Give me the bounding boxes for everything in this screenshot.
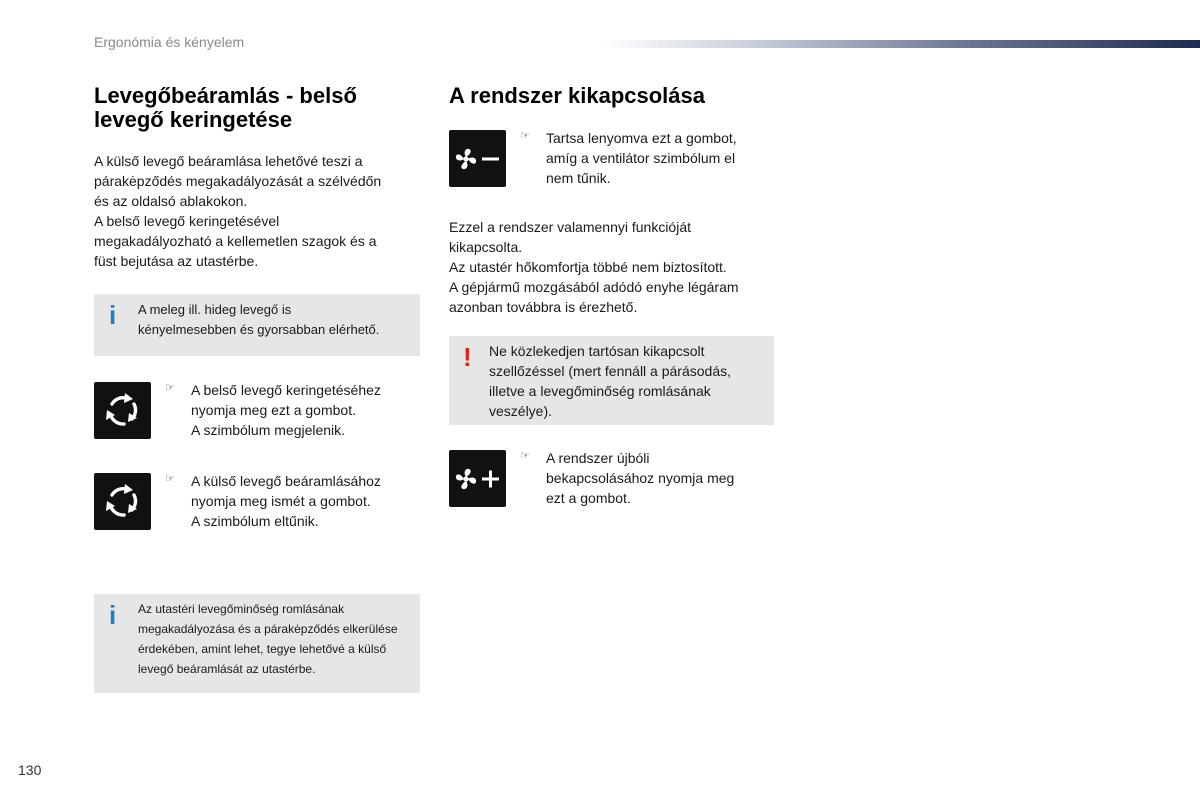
info-line: kényelmesebben és gyorsabban elérhető. bbox=[138, 322, 380, 337]
paragraph-line: Az utastér hőkomfortja többé nem biztosított. bbox=[449, 259, 727, 275]
info-icon: i bbox=[109, 600, 117, 630]
pointing-hand-icon: ☞ bbox=[165, 473, 175, 485]
info-line: megakadályozása és a párakėpződés elkerülése bbox=[138, 622, 398, 636]
section-title: Ergonómia és kényelem bbox=[94, 34, 245, 50]
step-line: Tartsa lenyomva ezt a gombot, bbox=[546, 130, 737, 146]
recirculation-button bbox=[94, 473, 151, 530]
step-line: A szimbólum eltűnik. bbox=[191, 513, 319, 529]
info-text bbox=[138, 300, 379, 340]
fan-minus-icon bbox=[449, 130, 506, 187]
paragraph-line: Ezzel a rendszer valamennyi funkcióját bbox=[449, 219, 692, 235]
left-heading-line: levegő keringetése bbox=[94, 107, 293, 132]
fan-on-button bbox=[449, 450, 506, 507]
page-number: 130 bbox=[18, 762, 42, 778]
info-box bbox=[94, 594, 420, 693]
step-line: A belső levegő keringetéséhez bbox=[191, 382, 381, 398]
fan-plus-icon bbox=[449, 450, 506, 507]
step-text bbox=[546, 128, 737, 188]
paragraph-line: füst bejutása az utastérbe. bbox=[94, 253, 259, 269]
info-box bbox=[94, 294, 420, 356]
step-text bbox=[191, 471, 381, 531]
step-line: A szimbólum megjelenik. bbox=[191, 422, 346, 438]
step-line: A rendszer újbóli bbox=[546, 450, 650, 466]
step-line: ezt a gombot. bbox=[546, 490, 631, 506]
warning-box bbox=[449, 336, 774, 425]
pointing-hand-icon: ☞ bbox=[165, 382, 175, 394]
info-line: Az utastéri levegőminőség romlásának bbox=[138, 602, 345, 616]
recirculation-icon bbox=[94, 382, 151, 439]
warning-text bbox=[489, 341, 731, 421]
recirculation-button bbox=[94, 382, 151, 439]
right-paragraph bbox=[449, 217, 739, 317]
recirculation-icon bbox=[94, 473, 151, 530]
step-line: A külső levegő beáramlásához bbox=[191, 473, 381, 489]
header-gradient-bar bbox=[604, 40, 1200, 48]
paragraph-line: kikapcsolta. bbox=[449, 239, 523, 255]
step-text bbox=[191, 380, 381, 440]
fan-off-button bbox=[449, 130, 506, 187]
left-intro-paragraph bbox=[94, 151, 381, 271]
warning-icon: ! bbox=[463, 342, 472, 372]
step-line: bekapcsolásához nyomja meg bbox=[546, 470, 735, 486]
pointing-hand-icon: ☞ bbox=[520, 450, 530, 462]
warning-line: illetve a levegőminőség romlásának bbox=[489, 383, 711, 399]
step-text bbox=[546, 448, 734, 508]
left-heading bbox=[94, 84, 357, 132]
step-line: amíg a ventilátor szimbólum el bbox=[546, 150, 736, 166]
right-heading: A rendszer kikapcsolása bbox=[449, 83, 705, 108]
info-line: érdekében, amint lehet, tegye lehetővé a külső bbox=[138, 642, 387, 656]
paragraph-line: A gépjármű mozgásából adódó enyhe légáram bbox=[449, 279, 739, 295]
pointing-hand-icon: ☞ bbox=[520, 130, 530, 142]
step-line: nem tűnik. bbox=[546, 170, 611, 186]
paragraph-line: és az oldalsó ablakokon. bbox=[94, 193, 248, 209]
info-text bbox=[138, 599, 398, 679]
warning-line: veszélye). bbox=[489, 403, 553, 419]
paragraph-line: párakėpződés megakadályozását a szélvédőn bbox=[94, 173, 382, 189]
left-heading-line: Levegőbeáramlás - belső bbox=[94, 83, 357, 108]
step-line: nyomja meg ismét a gombot. bbox=[191, 493, 371, 509]
warning-line: Ne közlekedjen tartósan kikapcsolt bbox=[489, 343, 705, 359]
info-icon: i bbox=[109, 300, 117, 330]
paragraph-line: megakadályozható a kellemetlen szagok és a bbox=[94, 233, 377, 249]
paragraph-line: A külső levegő beáramlása lehetővé teszi a bbox=[94, 153, 363, 169]
warning-line: szellőzéssel (mert fennáll a párásodás, bbox=[489, 363, 732, 379]
paragraph-line: azonban továbbra is érezhető. bbox=[449, 299, 638, 315]
paragraph-line: A belső levegő keringetésével bbox=[94, 213, 280, 229]
step-line: nyomja meg ezt a gombot. bbox=[191, 402, 356, 418]
info-line: A meleg ill. hideg levegő is bbox=[138, 302, 292, 317]
info-line: levegő beáramlását az utastérbe. bbox=[138, 662, 316, 676]
